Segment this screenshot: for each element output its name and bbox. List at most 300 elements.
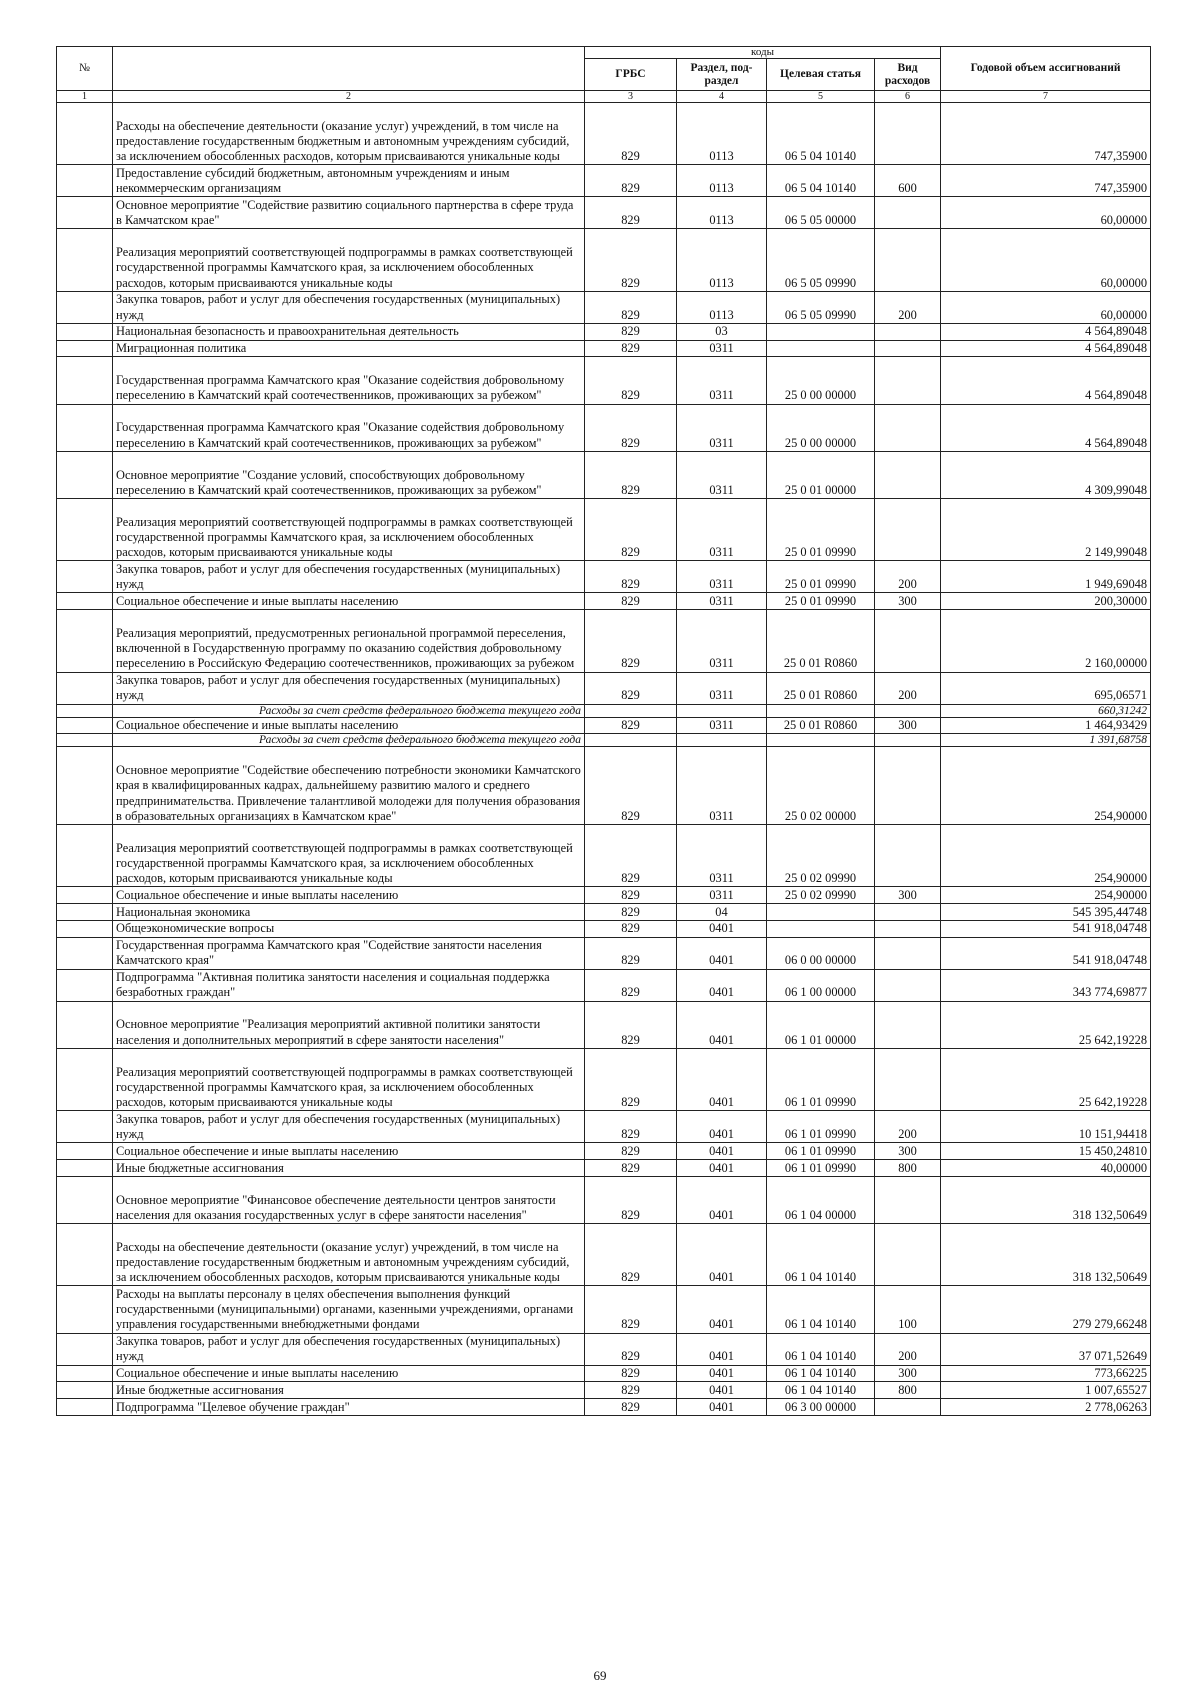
row-number-cell	[57, 340, 113, 357]
header-razdel: Раздел, под-раздел	[677, 59, 767, 91]
row-amount-cell: 25 642,19228	[941, 1001, 1151, 1048]
row-amount-cell: 1 464,93429	[941, 717, 1151, 734]
row-number-cell	[57, 323, 113, 340]
row-amount-cell: 1 007,65527	[941, 1382, 1151, 1399]
row-razdel-cell: 0113	[677, 103, 767, 165]
row-name-cell: Расходы на обеспечение деятельности (оказание услуг) учреждений, в том числе на предоставление государственным бюджетным и автономным учреждениям субсидий, за исключением обособленных расходов, которым присваиваются уникальные коды	[113, 103, 585, 165]
row-grbs-cell: 829	[585, 920, 677, 937]
row-amount-cell: 1 391,68758	[941, 734, 1151, 747]
row-target-article-cell	[767, 323, 875, 340]
table-row	[57, 1048, 1151, 1110]
row-target-article-cell: 06 5 05 09990	[767, 291, 875, 323]
row-razdel-cell: 0401	[677, 1048, 767, 1110]
row-target-article-cell: 06 1 04 10140	[767, 1365, 875, 1382]
row-grbs-cell	[585, 704, 677, 717]
row-expense-type-cell	[875, 1399, 941, 1416]
row-razdel-cell	[677, 734, 767, 747]
row-grbs-cell: 829	[585, 1382, 677, 1399]
row-razdel-cell: 0401	[677, 1382, 767, 1399]
col-number: 7	[941, 91, 1151, 103]
row-amount-cell: 695,06571	[941, 672, 1151, 704]
row-number-cell	[57, 1143, 113, 1160]
row-target-article-cell: 06 1 04 10140	[767, 1333, 875, 1365]
col-number: 5	[767, 91, 875, 103]
row-expense-type-cell: 200	[875, 291, 941, 323]
row-expense-type-cell: 300	[875, 593, 941, 610]
table-row	[57, 904, 1151, 921]
row-number-cell	[57, 1048, 113, 1110]
table-row	[57, 1399, 1151, 1416]
row-number-cell	[57, 904, 113, 921]
row-amount-cell: 318 132,50649	[941, 1176, 1151, 1223]
row-name-cell: Реализация мероприятий соответствующей подпрограммы в рамках соответствующей государственной программы Камчатского края, за исключением обособленных расходов, которым присваиваются уникальные коды	[113, 498, 585, 560]
row-expense-type-cell: 800	[875, 1382, 941, 1399]
row-target-article-cell: 06 5 05 09990	[767, 229, 875, 291]
row-target-article-cell: 25 0 00 00000	[767, 357, 875, 404]
col-number: 2	[113, 91, 585, 103]
row-name-cell: Реализация мероприятий соответствующей подпрограммы в рамках соответствующей государственной программы Камчатского края, за исключением обособленных расходов, которым присваиваются уникальные коды	[113, 824, 585, 886]
row-expense-type-cell	[875, 1176, 941, 1223]
row-name-cell: Социальное обеспечение и иные выплаты населению	[113, 593, 585, 610]
row-grbs-cell: 829	[585, 1176, 677, 1223]
row-grbs-cell: 829	[585, 610, 677, 672]
row-grbs-cell: 829	[585, 165, 677, 197]
row-expense-type-cell: 300	[875, 1143, 941, 1160]
row-name-cell: Социальное обеспечение и иные выплаты населению	[113, 1365, 585, 1382]
row-grbs-cell: 829	[585, 197, 677, 229]
row-number-cell	[57, 357, 113, 404]
row-name-cell: Основное мероприятие "Реализация мероприятий активной политики занятости населения и дополнительных мероприятий в сфере занятости населения"	[113, 1001, 585, 1048]
row-number-cell	[57, 672, 113, 704]
row-razdel-cell: 0311	[677, 610, 767, 672]
row-amount-cell: 25 642,19228	[941, 1048, 1151, 1110]
row-expense-type-cell	[875, 357, 941, 404]
table-row	[57, 1176, 1151, 1223]
row-amount-cell: 773,66225	[941, 1365, 1151, 1382]
table-row	[57, 498, 1151, 560]
row-number-cell	[57, 969, 113, 1001]
row-name-cell: Расходы на выплаты персоналу в целях обеспечения выполнения функций государственными (муниципальными) органами, казенными учреждениями, органами управления государственными внебюджетными фондами	[113, 1286, 585, 1333]
row-number-cell	[57, 451, 113, 498]
row-name-cell: Национальная безопасность и правоохранительная деятельность	[113, 323, 585, 340]
header-codes: коды	[585, 47, 941, 59]
row-expense-type-cell	[875, 937, 941, 969]
row-target-article-cell: 06 1 04 10140	[767, 1224, 875, 1286]
row-name-cell: Расходы за счет средств федерального бюджета текущего года	[113, 734, 585, 747]
row-razdel-cell: 0311	[677, 357, 767, 404]
table-row	[57, 937, 1151, 969]
row-name-cell: Государственная программа Камчатского края "Оказание содействия добровольному переселению в Камчатский край соотечественников, проживающих за рубежом"	[113, 404, 585, 451]
row-expense-type-cell	[875, 451, 941, 498]
row-target-article-cell: 06 1 04 10140	[767, 1382, 875, 1399]
table-row	[57, 969, 1151, 1001]
table-row	[57, 1224, 1151, 1286]
row-razdel-cell: 0113	[677, 291, 767, 323]
header-target-article: Целевая статья	[767, 59, 875, 91]
row-amount-cell: 318 132,50649	[941, 1224, 1151, 1286]
row-razdel-cell: 0113	[677, 229, 767, 291]
row-expense-type-cell	[875, 404, 941, 451]
row-razdel-cell: 0311	[677, 747, 767, 825]
table-row	[57, 717, 1151, 734]
row-target-article-cell	[767, 340, 875, 357]
table-row	[57, 1143, 1151, 1160]
table-row	[57, 593, 1151, 610]
row-number-cell	[57, 1365, 113, 1382]
row-number-cell	[57, 824, 113, 886]
row-expense-type-cell	[875, 197, 941, 229]
col-number: 6	[875, 91, 941, 103]
col-number: 1	[57, 91, 113, 103]
header-expense-type: Вид расходов	[875, 59, 941, 91]
col-number: 4	[677, 91, 767, 103]
table-row	[57, 323, 1151, 340]
table-row	[57, 103, 1151, 165]
row-razdel-cell: 0401	[677, 937, 767, 969]
table-row	[57, 197, 1151, 229]
row-amount-cell: 10 151,94418	[941, 1111, 1151, 1143]
row-amount-cell: 254,90000	[941, 824, 1151, 886]
row-number-cell	[57, 747, 113, 825]
row-amount-cell: 747,35900	[941, 103, 1151, 165]
row-amount-cell: 60,00000	[941, 229, 1151, 291]
row-razdel-cell: 0401	[677, 969, 767, 1001]
table-row	[57, 1333, 1151, 1365]
row-name-cell: Основное мероприятие "Финансовое обеспечение деятельности центров занятости населения для оказания государственных услуг в сфере занятости населения"	[113, 1176, 585, 1223]
table-row	[57, 1001, 1151, 1048]
row-razdel-cell: 0113	[677, 165, 767, 197]
row-amount-cell: 4 564,89048	[941, 357, 1151, 404]
row-amount-cell: 2 160,00000	[941, 610, 1151, 672]
col-number: 3	[585, 91, 677, 103]
row-target-article-cell: 06 1 04 00000	[767, 1176, 875, 1223]
row-razdel-cell: 0311	[677, 404, 767, 451]
table-row	[57, 887, 1151, 904]
row-razdel-cell: 0311	[677, 561, 767, 593]
row-amount-cell: 254,90000	[941, 747, 1151, 825]
table-row-federal-note	[57, 734, 1151, 747]
header-name	[113, 47, 585, 91]
row-amount-cell: 254,90000	[941, 887, 1151, 904]
row-razdel-cell: 0401	[677, 1143, 767, 1160]
row-razdel-cell: 0401	[677, 1160, 767, 1177]
row-name-cell: Социальное обеспечение и иные выплаты населению	[113, 717, 585, 734]
row-name-cell: Закупка товаров, работ и услуг для обеспечения государственных (муниципальных) нужд	[113, 1333, 585, 1365]
row-razdel-cell: 0311	[677, 887, 767, 904]
row-grbs-cell: 829	[585, 229, 677, 291]
row-expense-type-cell: 200	[875, 561, 941, 593]
page-number: 69	[593, 1668, 607, 1683]
table-row	[57, 610, 1151, 672]
row-amount-cell: 4 309,99048	[941, 451, 1151, 498]
table-row	[57, 1160, 1151, 1177]
row-target-article-cell: 25 0 02 00000	[767, 747, 875, 825]
row-target-article-cell: 25 0 01 09990	[767, 498, 875, 560]
row-expense-type-cell	[875, 103, 941, 165]
row-target-article-cell	[767, 734, 875, 747]
row-grbs-cell: 829	[585, 323, 677, 340]
row-number-cell	[57, 717, 113, 734]
row-grbs-cell: 829	[585, 291, 677, 323]
row-number-cell	[57, 887, 113, 904]
row-name-cell: Расходы за счет средств федерального бюджета текущего года	[113, 704, 585, 717]
row-amount-cell: 60,00000	[941, 291, 1151, 323]
row-razdel-cell	[677, 704, 767, 717]
row-target-article-cell: 06 1 01 09990	[767, 1143, 875, 1160]
table-row	[57, 451, 1151, 498]
row-expense-type-cell	[875, 1001, 941, 1048]
row-expense-type-cell: 200	[875, 1111, 941, 1143]
row-amount-cell: 2 149,99048	[941, 498, 1151, 560]
row-name-cell: Миграционная политика	[113, 340, 585, 357]
row-target-article-cell: 25 0 01 09990	[767, 593, 875, 610]
row-number-cell	[57, 197, 113, 229]
row-name-cell: Национальная экономика	[113, 904, 585, 921]
row-target-article-cell: 25 0 01 R0860	[767, 610, 875, 672]
row-number-cell	[57, 610, 113, 672]
table-row	[57, 561, 1151, 593]
row-name-cell: Реализация мероприятий соответствующей подпрограммы в рамках соответствующей государственной программы Камчатского края, за исключением обособленных расходов, которым присваиваются уникальные коды	[113, 1048, 585, 1110]
row-target-article-cell: 06 1 04 10140	[767, 1286, 875, 1333]
row-number-cell	[57, 1333, 113, 1365]
row-grbs-cell: 829	[585, 1365, 677, 1382]
row-number-cell	[57, 704, 113, 717]
row-amount-cell: 200,30000	[941, 593, 1151, 610]
row-target-article-cell: 06 1 01 09990	[767, 1048, 875, 1110]
row-target-article-cell: 06 1 01 09990	[767, 1160, 875, 1177]
row-razdel-cell: 0311	[677, 451, 767, 498]
row-razdel-cell: 0401	[677, 1333, 767, 1365]
row-expense-type-cell	[875, 734, 941, 747]
row-razdel-cell: 0311	[677, 672, 767, 704]
row-target-article-cell: 25 0 00 00000	[767, 404, 875, 451]
row-amount-cell: 343 774,69877	[941, 969, 1151, 1001]
table-row	[57, 1365, 1151, 1382]
row-expense-type-cell	[875, 1224, 941, 1286]
header-num: №	[57, 47, 113, 91]
row-name-cell: Государственная программа Камчатского края "Оказание содействия добровольному переселению в Камчатский край соотечественников, проживающих за рубежом"	[113, 357, 585, 404]
row-expense-type-cell: 800	[875, 1160, 941, 1177]
table-row-federal-note	[57, 704, 1151, 717]
row-number-cell	[57, 229, 113, 291]
row-amount-cell: 1 949,69048	[941, 561, 1151, 593]
row-grbs-cell: 829	[585, 969, 677, 1001]
row-razdel-cell: 0401	[677, 1286, 767, 1333]
row-target-article-cell: 06 5 04 10140	[767, 103, 875, 165]
row-amount-cell: 541 918,04748	[941, 920, 1151, 937]
row-amount-cell: 4 564,89048	[941, 323, 1151, 340]
table-row	[57, 404, 1151, 451]
row-expense-type-cell	[875, 704, 941, 717]
row-grbs-cell: 829	[585, 904, 677, 921]
row-expense-type-cell	[875, 1048, 941, 1110]
budget-table-sheet	[56, 46, 1150, 1416]
row-grbs-cell: 829	[585, 451, 677, 498]
row-grbs-cell: 829	[585, 1143, 677, 1160]
row-number-cell	[57, 1224, 113, 1286]
row-expense-type-cell	[875, 904, 941, 921]
row-name-cell: Основное мероприятие "Создание условий, способствующих добровольному переселению в Камчатский край соотечественников, проживающих за рубежом"	[113, 451, 585, 498]
row-number-cell	[57, 103, 113, 165]
row-expense-type-cell: 100	[875, 1286, 941, 1333]
row-number-cell	[57, 291, 113, 323]
row-grbs-cell: 829	[585, 1048, 677, 1110]
row-name-cell: Предоставление субсидий бюджетным, автономным учреждениям и иным некоммерческим организациям	[113, 165, 585, 197]
table-row	[57, 1382, 1151, 1399]
row-amount-cell: 279 279,66248	[941, 1286, 1151, 1333]
row-target-article-cell: 06 1 01 09990	[767, 1111, 875, 1143]
row-name-cell: Государственная программа Камчатского края "Содействие занятости населения Камчатского края"	[113, 937, 585, 969]
row-number-cell	[57, 1160, 113, 1177]
row-grbs-cell: 829	[585, 498, 677, 560]
row-expense-type-cell: 200	[875, 672, 941, 704]
row-grbs-cell: 829	[585, 937, 677, 969]
row-expense-type-cell: 200	[875, 1333, 941, 1365]
table-row	[57, 357, 1151, 404]
row-name-cell: Закупка товаров, работ и услуг для обеспечения государственных (муниципальных) нужд	[113, 561, 585, 593]
row-razdel-cell: 0311	[677, 824, 767, 886]
row-expense-type-cell	[875, 969, 941, 1001]
row-grbs-cell: 829	[585, 1333, 677, 1365]
row-expense-type-cell	[875, 229, 941, 291]
table-row	[57, 747, 1151, 825]
row-grbs-cell: 829	[585, 404, 677, 451]
row-razdel-cell: 0401	[677, 1176, 767, 1223]
row-amount-cell: 2 778,06263	[941, 1399, 1151, 1416]
row-name-cell: Закупка товаров, работ и услуг для обеспечения государственных (муниципальных) нужд	[113, 291, 585, 323]
row-number-cell	[57, 734, 113, 747]
row-name-cell: Основное мероприятие "Содействие обеспечению потребности экономики Камчатского края в квалифицированных кадрах, дальнейшему развитию малого и среднего предпринимательства. Привлечение талантливой молодежи для получения образования в образовательных организациях в Камчатском крае"	[113, 747, 585, 825]
row-grbs-cell: 829	[585, 593, 677, 610]
row-number-cell	[57, 1399, 113, 1416]
row-grbs-cell: 829	[585, 1111, 677, 1143]
row-grbs-cell: 829	[585, 747, 677, 825]
row-number-cell	[57, 1382, 113, 1399]
row-expense-type-cell: 300	[875, 1365, 941, 1382]
row-target-article-cell: 25 0 01 R0860	[767, 717, 875, 734]
row-razdel-cell: 04	[677, 904, 767, 921]
row-grbs-cell: 829	[585, 1399, 677, 1416]
row-amount-cell: 40,00000	[941, 1160, 1151, 1177]
row-number-cell	[57, 1286, 113, 1333]
row-amount-cell: 660,31242	[941, 704, 1151, 717]
row-grbs-cell: 829	[585, 824, 677, 886]
row-name-cell: Реализация мероприятий соответствующей подпрограммы в рамках соответствующей государственной программы Камчатского края, за исключением обособленных расходов, которым присваиваются уникальные коды	[113, 229, 585, 291]
row-name-cell: Закупка товаров, работ и услуг для обеспечения государственных (муниципальных) нужд	[113, 1111, 585, 1143]
row-grbs-cell: 829	[585, 672, 677, 704]
row-number-cell	[57, 1001, 113, 1048]
row-expense-type-cell	[875, 340, 941, 357]
row-name-cell: Иные бюджетные ассигнования	[113, 1160, 585, 1177]
header-annual-volume: Годовой объем ассигнований	[941, 47, 1151, 91]
row-razdel-cell: 0401	[677, 1224, 767, 1286]
row-expense-type-cell: 300	[875, 887, 941, 904]
row-expense-type-cell	[875, 920, 941, 937]
table-row	[57, 165, 1151, 197]
row-name-cell: Расходы на обеспечение деятельности (оказание услуг) учреждений, в том числе на предоставление государственным бюджетным и автономным учреждениям субсидий, за исключением обособленных расходов, которым присваиваются уникальные коды	[113, 1224, 585, 1286]
row-amount-cell: 37 071,52649	[941, 1333, 1151, 1365]
row-razdel-cell: 0401	[677, 1399, 767, 1416]
row-grbs-cell: 829	[585, 1160, 677, 1177]
table-row	[57, 229, 1151, 291]
row-name-cell: Подпрограмма "Активная политика занятости населения и социальная поддержка безработных граждан"	[113, 969, 585, 1001]
row-expense-type-cell	[875, 498, 941, 560]
row-name-cell: Социальное обеспечение и иные выплаты населению	[113, 1143, 585, 1160]
row-razdel-cell: 0311	[677, 593, 767, 610]
row-razdel-cell: 03	[677, 323, 767, 340]
row-target-article-cell	[767, 704, 875, 717]
column-number-row	[57, 91, 1151, 103]
budget-table	[56, 46, 1151, 1416]
row-razdel-cell: 0311	[677, 498, 767, 560]
row-expense-type-cell	[875, 824, 941, 886]
row-razdel-cell: 0311	[677, 340, 767, 357]
row-grbs-cell: 829	[585, 1224, 677, 1286]
row-target-article-cell	[767, 920, 875, 937]
row-target-article-cell: 25 0 01 09990	[767, 561, 875, 593]
row-number-cell	[57, 1111, 113, 1143]
row-grbs-cell: 829	[585, 357, 677, 404]
header-grbs: ГРБС	[585, 59, 677, 91]
row-grbs-cell: 829	[585, 887, 677, 904]
row-name-cell: Подпрограмма "Целевое обучение граждан"	[113, 1399, 585, 1416]
table-row	[57, 824, 1151, 886]
row-name-cell: Реализация мероприятий, предусмотренных региональной программой переселения, включенной в Государственную программу по оказанию содействия добровольному переселению в Российскую Федерацию соотечественников, проживающих за рубежом	[113, 610, 585, 672]
row-amount-cell: 60,00000	[941, 197, 1151, 229]
row-number-cell	[57, 1176, 113, 1223]
row-razdel-cell: 0401	[677, 920, 767, 937]
row-number-cell	[57, 920, 113, 937]
row-target-article-cell: 25 0 01 00000	[767, 451, 875, 498]
row-grbs-cell: 829	[585, 1286, 677, 1333]
row-target-article-cell: 06 5 05 00000	[767, 197, 875, 229]
row-razdel-cell: 0113	[677, 197, 767, 229]
row-target-article-cell: 06 5 04 10140	[767, 165, 875, 197]
row-target-article-cell: 06 3 00 00000	[767, 1399, 875, 1416]
row-target-article-cell: 25 0 02 09990	[767, 824, 875, 886]
row-number-cell	[57, 937, 113, 969]
row-expense-type-cell: 300	[875, 717, 941, 734]
row-target-article-cell: 06 1 00 00000	[767, 969, 875, 1001]
table-row	[57, 1111, 1151, 1143]
row-grbs-cell: 829	[585, 103, 677, 165]
row-expense-type-cell	[875, 323, 941, 340]
row-name-cell: Закупка товаров, работ и услуг для обеспечения государственных (муниципальных) нужд	[113, 672, 585, 704]
table-row	[57, 1286, 1151, 1333]
table-row	[57, 672, 1151, 704]
table-row	[57, 340, 1151, 357]
row-target-article-cell	[767, 904, 875, 921]
row-grbs-cell: 829	[585, 717, 677, 734]
row-amount-cell: 545 395,44748	[941, 904, 1151, 921]
row-grbs-cell: 829	[585, 561, 677, 593]
row-amount-cell: 15 450,24810	[941, 1143, 1151, 1160]
row-target-article-cell: 25 0 01 R0860	[767, 672, 875, 704]
row-target-article-cell: 06 1 01 00000	[767, 1001, 875, 1048]
row-amount-cell: 541 918,04748	[941, 937, 1151, 969]
row-grbs-cell: 829	[585, 340, 677, 357]
row-amount-cell: 4 564,89048	[941, 404, 1151, 451]
row-name-cell: Иные бюджетные ассигнования	[113, 1382, 585, 1399]
row-expense-type-cell	[875, 610, 941, 672]
row-grbs-cell: 829	[585, 1001, 677, 1048]
row-number-cell	[57, 165, 113, 197]
row-number-cell	[57, 498, 113, 560]
row-target-article-cell: 25 0 02 09990	[767, 887, 875, 904]
row-number-cell	[57, 561, 113, 593]
row-target-article-cell: 06 0 00 00000	[767, 937, 875, 969]
row-razdel-cell: 0401	[677, 1365, 767, 1382]
